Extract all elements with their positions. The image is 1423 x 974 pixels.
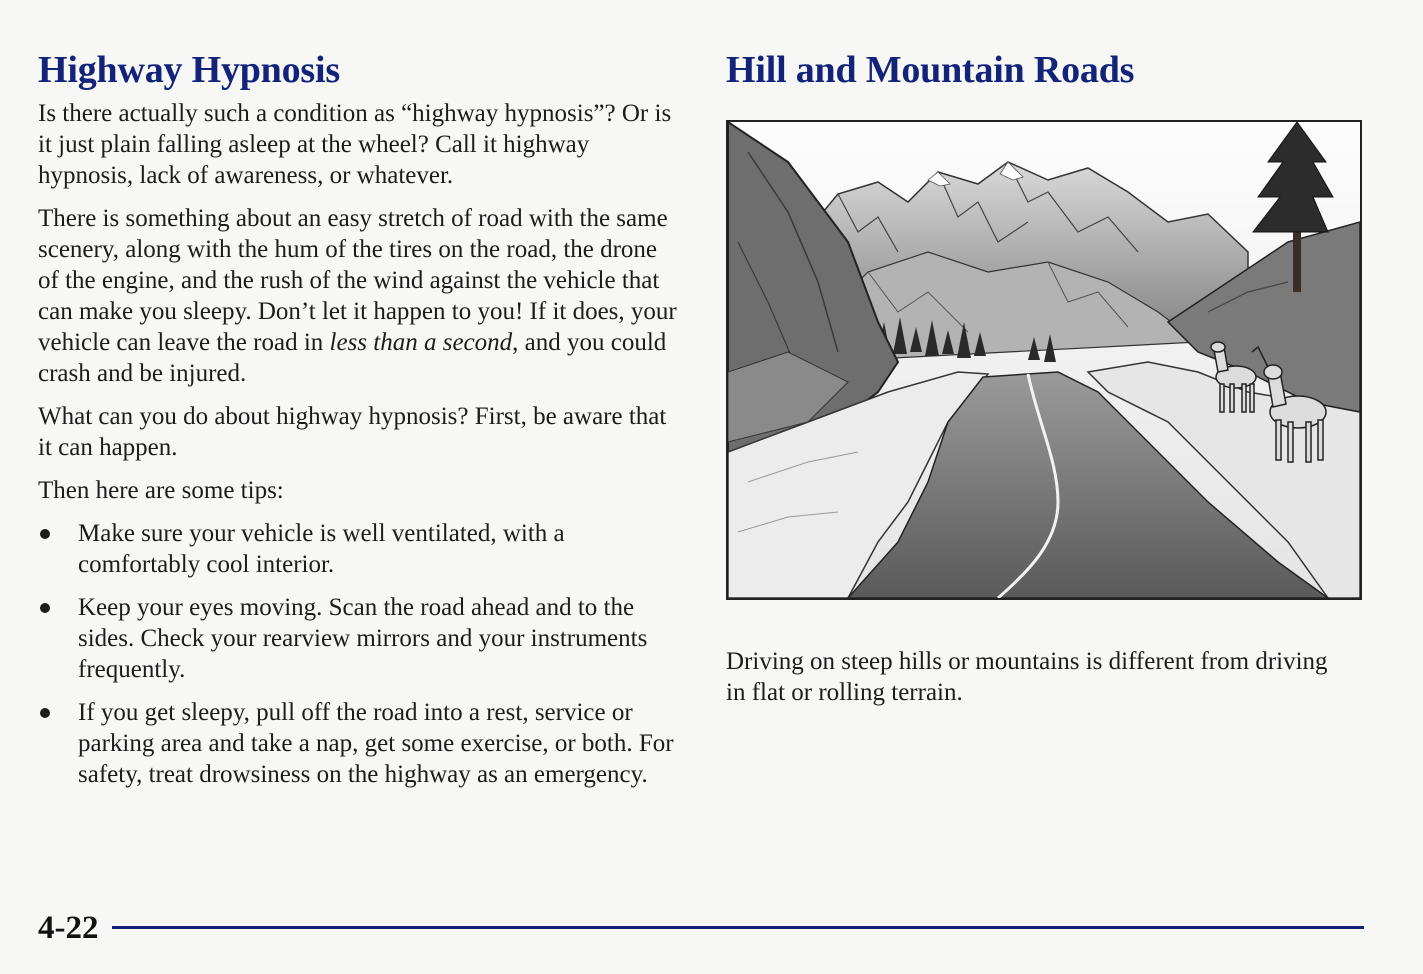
tips-intro: Then here are some tips: (38, 477, 284, 504)
bullet-icon (40, 708, 50, 718)
awareness-paragraph: What can you do about highway hypnosis? First, be aware that it can happen. (38, 403, 667, 461)
hill-mountain-roads-heading: Hill and Mountain Roads (726, 49, 1135, 91)
page-number: 4-22 (38, 910, 99, 946)
mountain-road-drawing (728, 122, 1360, 598)
tip-text: Make sure your vehicle is well ventilated, with a comfortably cool interior. (78, 520, 565, 578)
sleepiness-text-end: , and you could crash and be injured. (38, 329, 667, 387)
footer-rule (112, 926, 1364, 929)
sleepiness-paragraph (38, 203, 678, 389)
bullet-icon (40, 603, 50, 613)
tips-list (38, 518, 678, 790)
tip-item (38, 518, 678, 580)
tip-item (38, 592, 678, 685)
bullet-icon (40, 529, 50, 539)
mountain-road-illustration (726, 120, 1362, 600)
sleepiness-text-start: There is something about an easy stretch of road with the same scenery, along with the hum of the tires on the road, the drone of the engine, and the rush of the wind against the vehicle that can make you sleepy. Don’t let it happen to you! If it does, your vehicle can leave the road in (38, 205, 677, 356)
left-column (38, 48, 678, 802)
sleepiness-emphasis: less than a second (329, 329, 513, 356)
page-footer (38, 906, 1364, 950)
tip-text: If you get sleepy, pull off the road into a rest, service or parking area and take a nap, get some exercise, or both. For safety, treat drowsiness on the highway as an emergency. (78, 699, 674, 788)
right-column (726, 48, 1366, 706)
intro-paragraph: Is there actually such a condition as “highway hypnosis”? Or is it just plain falling asleep at the wheel? Call it highway hypnosis, lack of awareness, or whatever. (38, 100, 672, 189)
highway-hypnosis-heading: Highway Hypnosis (38, 49, 340, 91)
tip-item (38, 697, 678, 790)
illustration-caption: Driving on steep hills or mountains is different from driving in flat or rolling terrain. (726, 648, 1328, 706)
tip-text: Keep your eyes moving. Scan the road ahead and to the sides. Check your rearview mirrors and your instruments frequently. (78, 594, 648, 683)
